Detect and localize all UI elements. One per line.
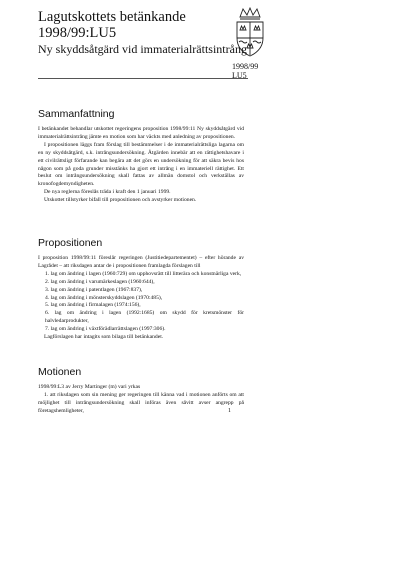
header-divider bbox=[38, 78, 248, 79]
page-number: 1 bbox=[228, 408, 231, 414]
section-heading-summary: Sammanfattning bbox=[38, 108, 115, 120]
section-heading-proposition: Propositionen bbox=[38, 237, 103, 249]
crest-code-line1: 1998/99 bbox=[232, 62, 259, 71]
motion-intro: 1998/99:L3 av Jerry Martinger (m) vari yrkas bbox=[38, 384, 141, 390]
proposition-item: 3. lag om ändring i patentlagen (1967:837), bbox=[45, 286, 143, 293]
summary-paragraph: I betänkandet behandlar utskottet regeringens proposition 1998/99:11 Ny skyddsåtgärd vid immaterialrättsintrång jämte en motion som har väckts med anledning av propositionen. bbox=[38, 126, 244, 140]
proposition-outro: Lagförslagen har intagits som bilaga till betänkandet. bbox=[44, 334, 164, 341]
report-title: Lagutskottets betänkande bbox=[38, 9, 186, 25]
proposition-item: 4. lag om ändring i mönsterskyddslagen (1970:485), bbox=[45, 294, 163, 301]
summary-paragraph: De nya reglerna föreslås träda i kraft den 1 januari 1999. bbox=[44, 189, 171, 196]
proposition-item: 1. lag om ändring i lagen (1960:729) om upphovsrätt till litterära och konstnärliga verk, bbox=[45, 270, 242, 277]
riksdag-crest-icon bbox=[231, 6, 269, 62]
summary-paragraph: I propositionen läggs fram förslag till bestämmelser i de immaterialrättsliga lagarna om en ny skyddsåtgärd, s.k. intrångsundersökning. Åtgärden innebär att en rättighetshavare i ett civilrättsligt förfarande kan begära att det görs en undersökning för att säkra bevis hos någon som på goda grunder misstänks ha gjort ett intrång i en immateriell rättighet. Ett beslut om intrångsundersökning skall fattas av allmän domstol och verkställas av kronofogdemyndigheten. bbox=[38, 141, 244, 188]
motion-text bbox=[38, 384, 244, 416]
summary-text bbox=[38, 126, 244, 205]
motion-item: 1. att riksdagen som sin mening ger regeringen till känna vad i motionen anförts om att möjlighet till intrångsundersökning skall införas även såvitt avser angrepp på företagshemligheter, bbox=[38, 391, 244, 414]
proposition-item: 6. lag om ändring i lagen (1992:1685) om skydd för kretsmönster för halvledarprodukter, bbox=[45, 310, 244, 325]
proposition-item: 2. lag om ändring i varumärkeslagen (1960:644), bbox=[45, 278, 155, 285]
report-subtitle: Ny skyddsåtgärd vid immaterialrättsintrång bbox=[38, 42, 247, 56]
proposition-item: 7. lag om ändring i växtförädlarrättslagen (1997:306). bbox=[45, 326, 166, 333]
proposition-item: 5. lag om ändring i firmalagen (1974:156), bbox=[45, 302, 141, 309]
summary-paragraph: Utskottet tillstyrker bifall till propositionen och avstyrker motionen. bbox=[44, 197, 197, 204]
proposition-text bbox=[38, 255, 244, 342]
section-heading-motion: Motionen bbox=[38, 366, 82, 378]
crest-code-line2: LU5 bbox=[232, 71, 247, 80]
report-number: 1998/99:LU5 bbox=[38, 25, 117, 41]
proposition-intro: I proposition 1998/99:11 föreslår regeringen (Justitiedepartementet) – efter hörande av Lagrådet – att riksdagen antar de i propositionen framlagda förslagen till bbox=[38, 255, 244, 269]
